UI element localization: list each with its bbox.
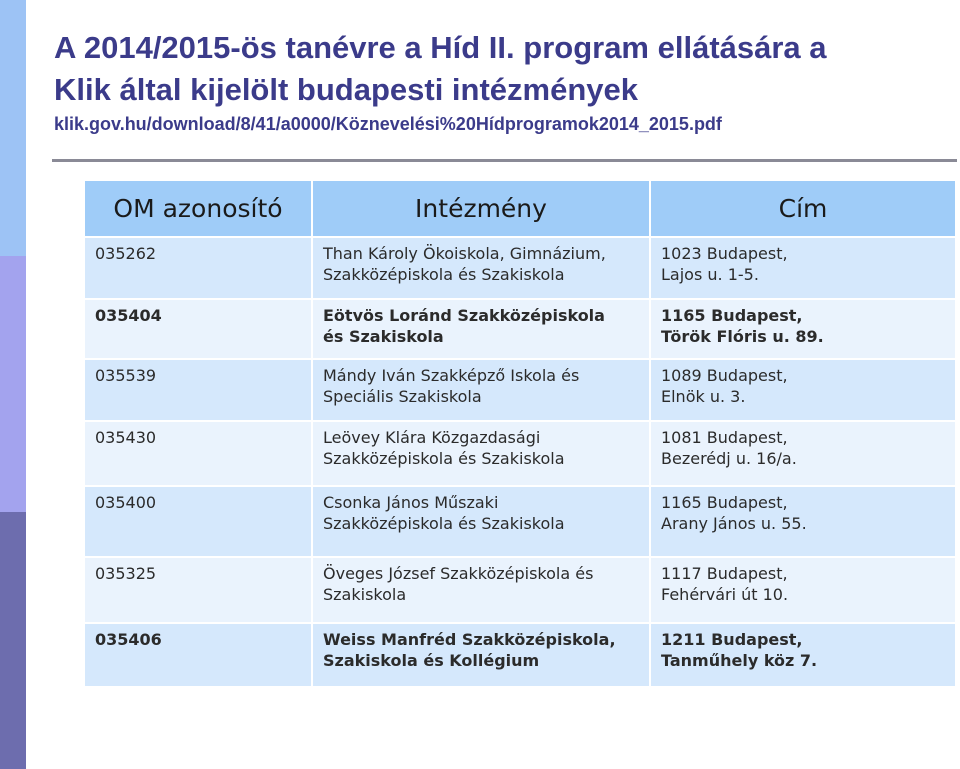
address-line-1: 1117 Budapest, bbox=[661, 564, 788, 583]
om-id-cell bbox=[85, 558, 313, 624]
om-id-cell bbox=[85, 422, 313, 487]
column-header-address: Cím bbox=[651, 181, 955, 238]
column-header-om-id: OM azonosító bbox=[85, 181, 313, 238]
title-divider bbox=[52, 159, 957, 162]
om-id-cell bbox=[85, 360, 313, 422]
address-line-2: Fehérvári út 10. bbox=[661, 585, 789, 604]
institution-name-line-1: Leövey Klára Közgazdasági bbox=[323, 428, 541, 447]
om-id: 035539 bbox=[95, 366, 157, 385]
institution-cell bbox=[313, 624, 651, 688]
om-id-cell bbox=[85, 238, 313, 300]
sidebar-segment-bottom bbox=[0, 512, 26, 769]
om-id: 035325 bbox=[95, 564, 157, 583]
source-url: klik.gov.hu/download/8/41/a0000/Köznevelési%20Hídprogramok2014_2015.pdf bbox=[54, 114, 722, 134]
table-row bbox=[85, 300, 955, 360]
institution-name-line-2: Szakközépiskola és Szakiskola bbox=[323, 265, 565, 284]
om-id-cell bbox=[85, 487, 313, 558]
table-row bbox=[85, 487, 955, 558]
address-line-2: Elnök u. 3. bbox=[661, 387, 746, 406]
address-line-2: Török Flóris u. 89. bbox=[661, 327, 824, 346]
address-cell bbox=[651, 422, 955, 487]
sidebar-segment-middle bbox=[0, 256, 26, 512]
table-row bbox=[85, 238, 955, 300]
institution-name-line-2: Szakiskola bbox=[323, 585, 407, 604]
institution-cell bbox=[313, 422, 651, 487]
table-row bbox=[85, 422, 955, 487]
address-cell bbox=[651, 360, 955, 422]
address-line-1: 1089 Budapest, bbox=[661, 366, 788, 385]
om-id-cell bbox=[85, 300, 313, 360]
om-id-cell bbox=[85, 624, 313, 688]
table-row bbox=[85, 624, 955, 688]
table-row bbox=[85, 360, 955, 422]
institution-name-line-2: Szakközépiskola és Szakiskola bbox=[323, 449, 565, 468]
institution-cell bbox=[313, 238, 651, 300]
sidebar-segment-top bbox=[0, 0, 26, 256]
om-id: 035404 bbox=[95, 306, 162, 325]
address-line-2: Tanműhely köz 7. bbox=[661, 651, 818, 670]
institutions-table bbox=[85, 181, 955, 688]
institution-cell bbox=[313, 360, 651, 422]
address-cell bbox=[651, 238, 955, 300]
table-row bbox=[85, 558, 955, 624]
address-line-1: 1165 Budapest, bbox=[661, 306, 803, 325]
address-line-2: Lajos u. 1-5. bbox=[661, 265, 759, 284]
address-line-1: 1023 Budapest, bbox=[661, 244, 788, 263]
address-cell bbox=[651, 558, 955, 624]
slide-title bbox=[54, 27, 944, 111]
institution-name-line-1: Csonka János Műszaki bbox=[323, 493, 499, 512]
table-header-row bbox=[85, 181, 955, 238]
column-header-institution: Intézmény bbox=[313, 181, 651, 238]
slide-sidebar-decoration bbox=[0, 0, 26, 769]
address-line-2: Arany János u. 55. bbox=[661, 514, 807, 533]
address-line-1: 1165 Budapest, bbox=[661, 493, 788, 512]
om-id: 035406 bbox=[95, 630, 162, 649]
address-cell bbox=[651, 624, 955, 688]
slide-title-line-2: Klik által kijelölt budapesti intézmények bbox=[54, 72, 639, 107]
institution-cell bbox=[313, 487, 651, 558]
institution-name-line-2: és Szakiskola bbox=[323, 327, 444, 346]
om-id: 035262 bbox=[95, 244, 157, 263]
institution-name-line-2: Szakiskola és Kollégium bbox=[323, 651, 540, 670]
institution-name-line-1: Eötvös Loránd Szakközépiskola bbox=[323, 306, 605, 325]
institution-name-line-2: Szakközépiskola és Szakiskola bbox=[323, 514, 565, 533]
institution-cell bbox=[313, 300, 651, 360]
address-cell bbox=[651, 300, 955, 360]
institution-name-line-1: Mándy Iván Szakképző Iskola és bbox=[323, 366, 580, 385]
address-line-1: 1081 Budapest, bbox=[661, 428, 788, 447]
slide-title-line-1: A 2014/2015-ös tanévre a Híd II. program ellátására a bbox=[54, 30, 827, 65]
institution-name-line-2: Speciális Szakiskola bbox=[323, 387, 482, 406]
address-line-1: 1211 Budapest, bbox=[661, 630, 803, 649]
institution-name-line-1: Than Károly Ökoiskola, Gimnázium, bbox=[323, 244, 606, 263]
om-id: 035430 bbox=[95, 428, 157, 447]
address-line-2: Bezerédj u. 16/a. bbox=[661, 449, 797, 468]
institution-cell bbox=[313, 558, 651, 624]
institution-name-line-1: Weiss Manfréd Szakközépiskola, bbox=[323, 630, 616, 649]
om-id: 035400 bbox=[95, 493, 157, 512]
address-cell bbox=[651, 487, 955, 558]
institution-name-line-1: Öveges József Szakközépiskola és bbox=[323, 564, 594, 583]
